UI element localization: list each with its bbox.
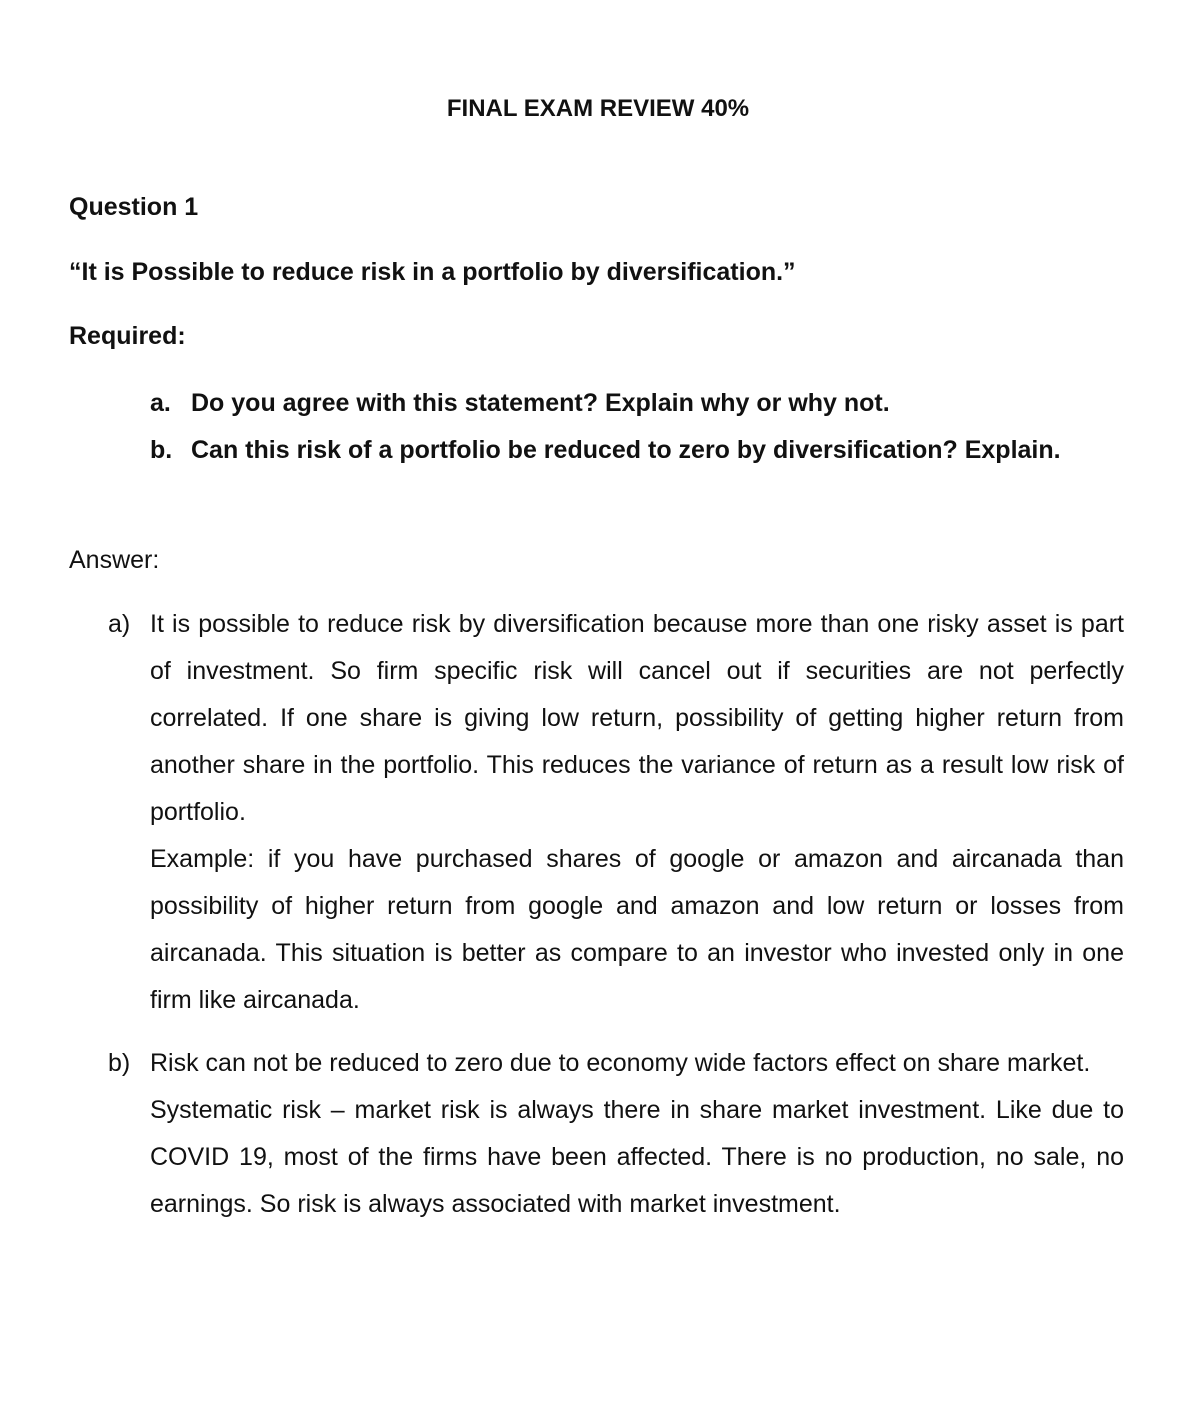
list-marker: a. [150,389,171,417]
answer-paragraph: It is possible to reduce risk by diversification because more than one risky asset is part of investment. So firm specific risk will cancel out if securities are not perfectly correlated. If one share is giving low return, possibility of getting higher return from another share in the portfolio. This reduces the variance of return as a result low risk of portfolio. [150,610,1124,826]
document-title: FINAL EXAM REVIEW 40% [446,95,750,122]
required-item-text: Can this risk of a portfolio be reduced to zero by diversification? Explain. [191,436,1061,464]
answer-paragraph: Systematic risk – market risk is always there in share market investment. Like due to COVID 19, most of the firms have been affected. There is no production, no sale, no earnings. So risk is always associated with market investment. [150,1096,1124,1218]
required-item-a [150,380,1124,427]
answer-paragraph: Example: if you have purchased shares of google or amazon and aircanada than possibility of higher return from google and amazon and low return or losses from aircanada. This situation is better as compare to an investor who invested only in one firm like aircanada. [150,845,1124,1014]
answer-body [150,601,1124,1024]
required-label: Required: [69,322,186,350]
answer-label: Answer: [69,546,160,574]
answer-item-b [108,1040,1124,1228]
answer-body [150,1040,1124,1228]
list-marker: b. [150,436,173,464]
list-marker: b) [108,1049,131,1077]
answer-item-a [108,601,1124,1024]
question-statement: “It is Possible to reduce risk in a portfolio by diversification.” [69,258,796,286]
required-item-text: Do you agree with this statement? Explain why or why not. [191,389,890,417]
answer-paragraph: Risk can not be reduced to zero due to economy wide factors effect on share market. [150,1049,1091,1077]
required-list [150,380,1124,474]
required-item-b [150,427,1124,474]
list-marker: a) [108,610,131,638]
question-heading: Question 1 [69,193,199,221]
